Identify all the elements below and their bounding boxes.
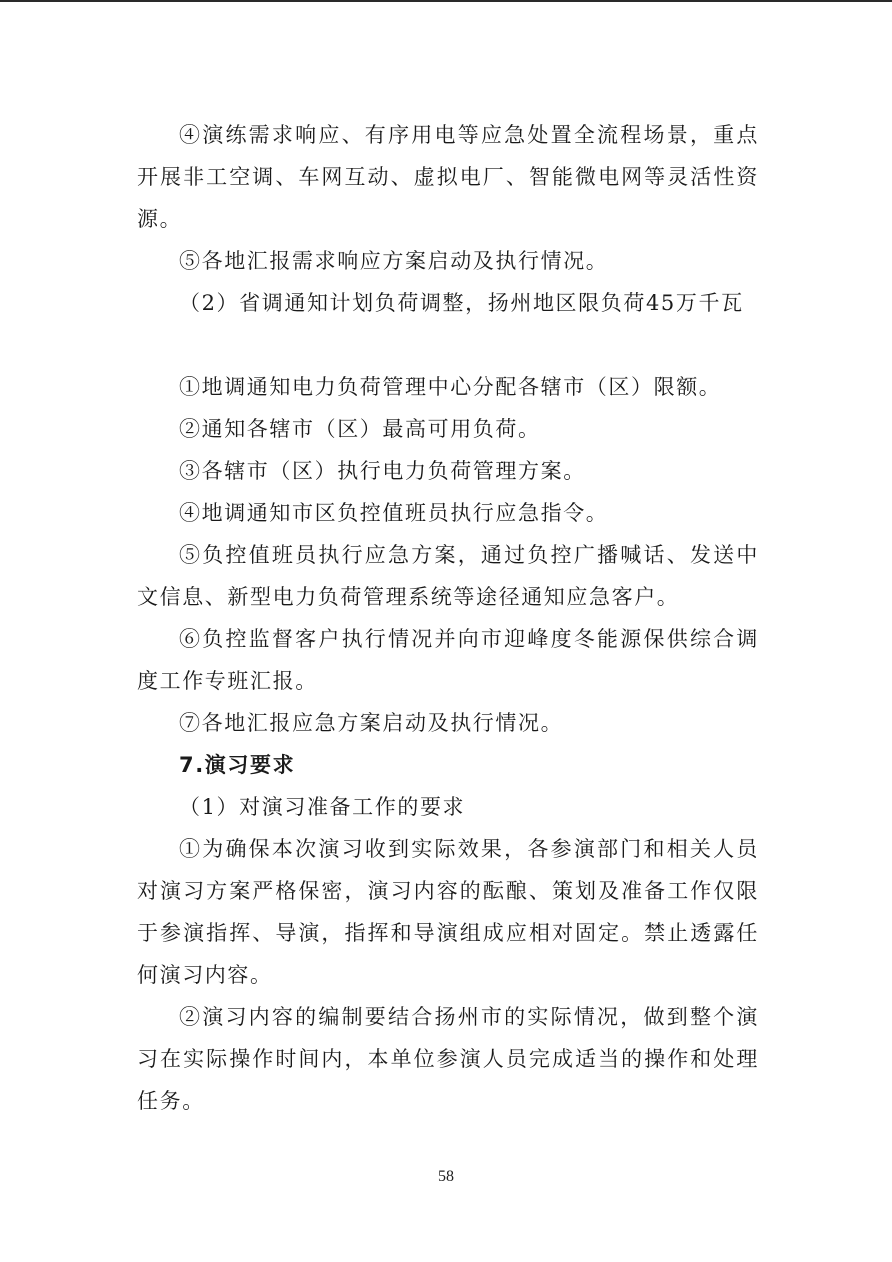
paragraph-notify-max-load: ②通知各辖市（区）最高可用负荷。 [179,417,541,441]
paragraph-load-adjustment: （2）省调通知计划负荷调整，扬州地区限负荷45万千瓦 [179,291,744,315]
paragraph-allocate-limits: ①地调通知电力负荷管理中心分配各辖市（区）限额。 [179,375,722,399]
paragraph-execute-plan: ③各辖市（区）执行电力负荷管理方案。 [179,459,586,483]
paragraph-notify-customers: ⑤负控值班员执行应急方案，通过负控广播喊话、发送中文信息、新型电力负荷管理系统等途径通知应急客户。 [137,543,759,609]
subsection-heading-preparation: （1）对演习准备工作的要求 [179,795,466,819]
paragraph-emergency-instruction: ④地调通知市区负控值班员执行应急指令。 [179,501,609,525]
paragraph-confidentiality: ①为确保本次演习收到实际效果，各参演部门和相关人员对演习方案严格保密，演习内容的酝酿、策划及准备工作仅限于参演指挥、导演，指挥和导演组成应相对固定。禁止透露任何演习内容。 [137,837,759,987]
section-heading-drill-requirements: 7.演习要求 [179,753,296,777]
paragraph-drill-flexible-resources: ④演练需求响应、有序用电等应急处置全流程场景，重点开展非工空调、车网互动、虚拟电厂、智能微电网等灵活性资源。 [137,123,759,231]
paragraph-drill-content: ②演习内容的编制要结合扬州市的实际情况，做到整个演习在实际操作时间内，本单位参演人员完成适当的操作和处理任务。 [137,1005,759,1113]
paragraph-emergency-plan-report: ⑦各地汇报应急方案启动及执行情况。 [179,711,564,735]
page-number: 58 [438,1168,454,1185]
paragraph-supervise-report: ⑥负控监督客户执行情况并向市迎峰度冬能源保供综合调度工作专班汇报。 [137,627,759,693]
paragraph-demand-response-report: ⑤各地汇报需求响应方案启动及执行情况。 [179,249,609,273]
